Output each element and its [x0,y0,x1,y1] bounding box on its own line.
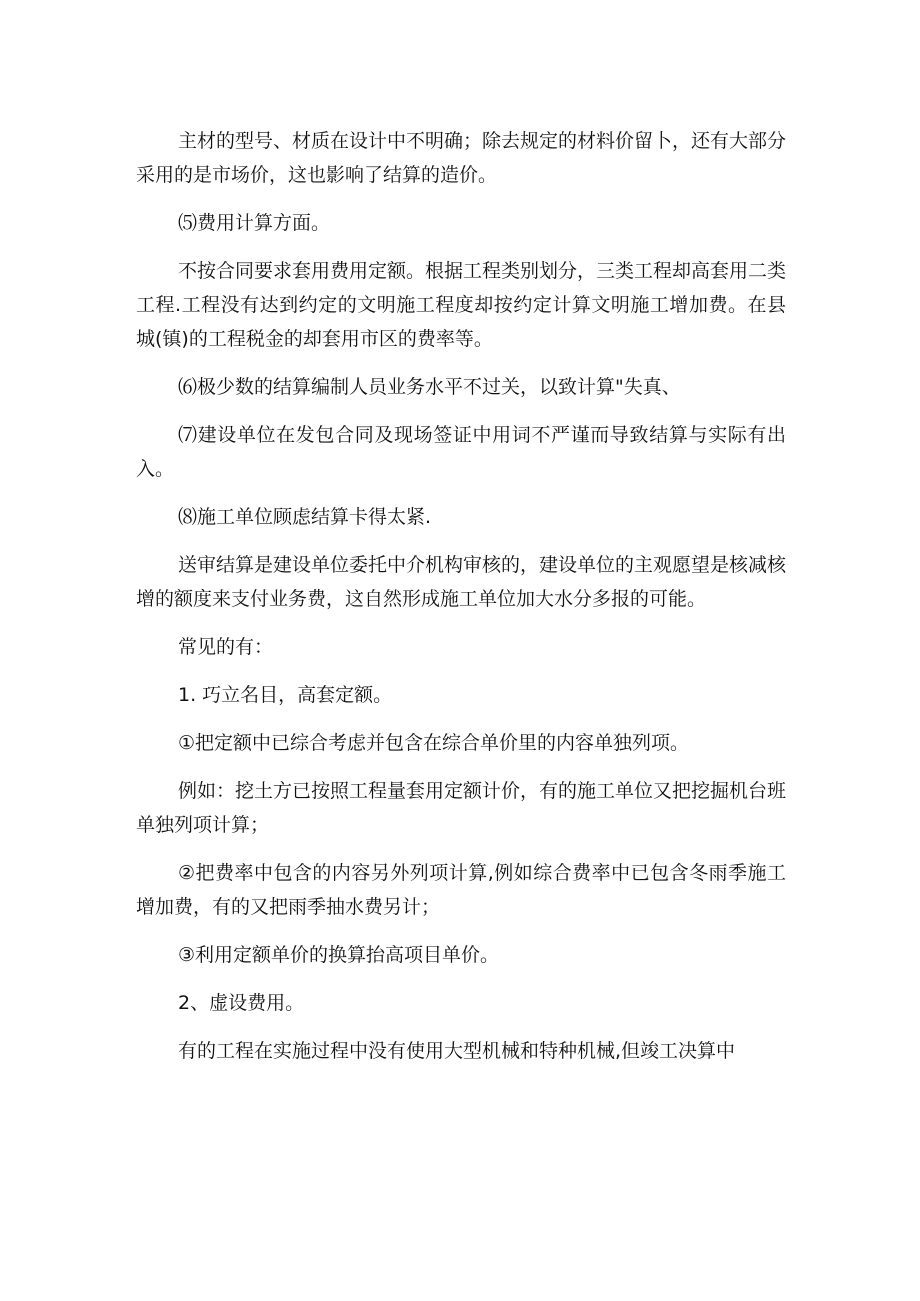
paragraph-fee-rate: 不按合同要求套用费用定额。根据工程类别划分，三类工程却高套用二类工程.工程没有达到约定的文明施工程度却按约定计算文明施工增加费。在县城(镇)的工程税金的却套用市区的费率等。 [136,260,787,350]
paragraph-heading-7: ⑺建设单位在发包合同及现场签证中用词不严谨而导致结算与实际有出入。 [136,424,786,480]
paragraph-circle-3: ③利用定额单价的换算抬高项目单价。 [178,944,500,966]
document-body [136,124,786,1082]
paragraph-item-2: 2、虚设费用。 [178,992,305,1014]
paragraph-material-price: 主材的型号、材质在设计中不明确；除去规定的材料价留卜，还有大部分采用的是市场价，这也影响了结算的造价。 [136,130,787,186]
paragraph-heading-8: ⑻施工单位顾虑结算卡得太紧. [178,506,432,528]
paragraph-example: 例如：挖土方已按照工程量套用定额计价，有的施工单位又把挖掘机台班单独列项计算； [136,780,787,836]
paragraph-common: 常见的有： [178,636,274,658]
paragraph-heading-6: ⑹极少数的结算编制人员业务水平不过关，以致计算"失真、 [178,376,681,398]
paragraph-heading-5: ⑸费用计算方面。 [178,212,331,234]
paragraph-review: 送审结算是建设单位委托中介机构审核的，建设单位的主观愿望是核减核增的额度来支付业务费，这自然形成施工单位加大水分多报的可能。 [136,554,787,610]
paragraph-item-1: 1. 巧立名目，高套定额。 [178,684,393,706]
paragraph-last: 有的工程在实施过程中没有使用大型机械和特种机械,但竣工决算中 [178,1040,736,1062]
paragraph-circle-2: ②把费率中包含的内容另外列项计算,例如综合费率中已包含冬雨季施工增加费，有的又把雨季抽水费另计； [136,862,786,918]
paragraph-circle-1: ①把定额中已综合考虑并包含在综合单价里的内容单独列项。 [178,732,690,754]
